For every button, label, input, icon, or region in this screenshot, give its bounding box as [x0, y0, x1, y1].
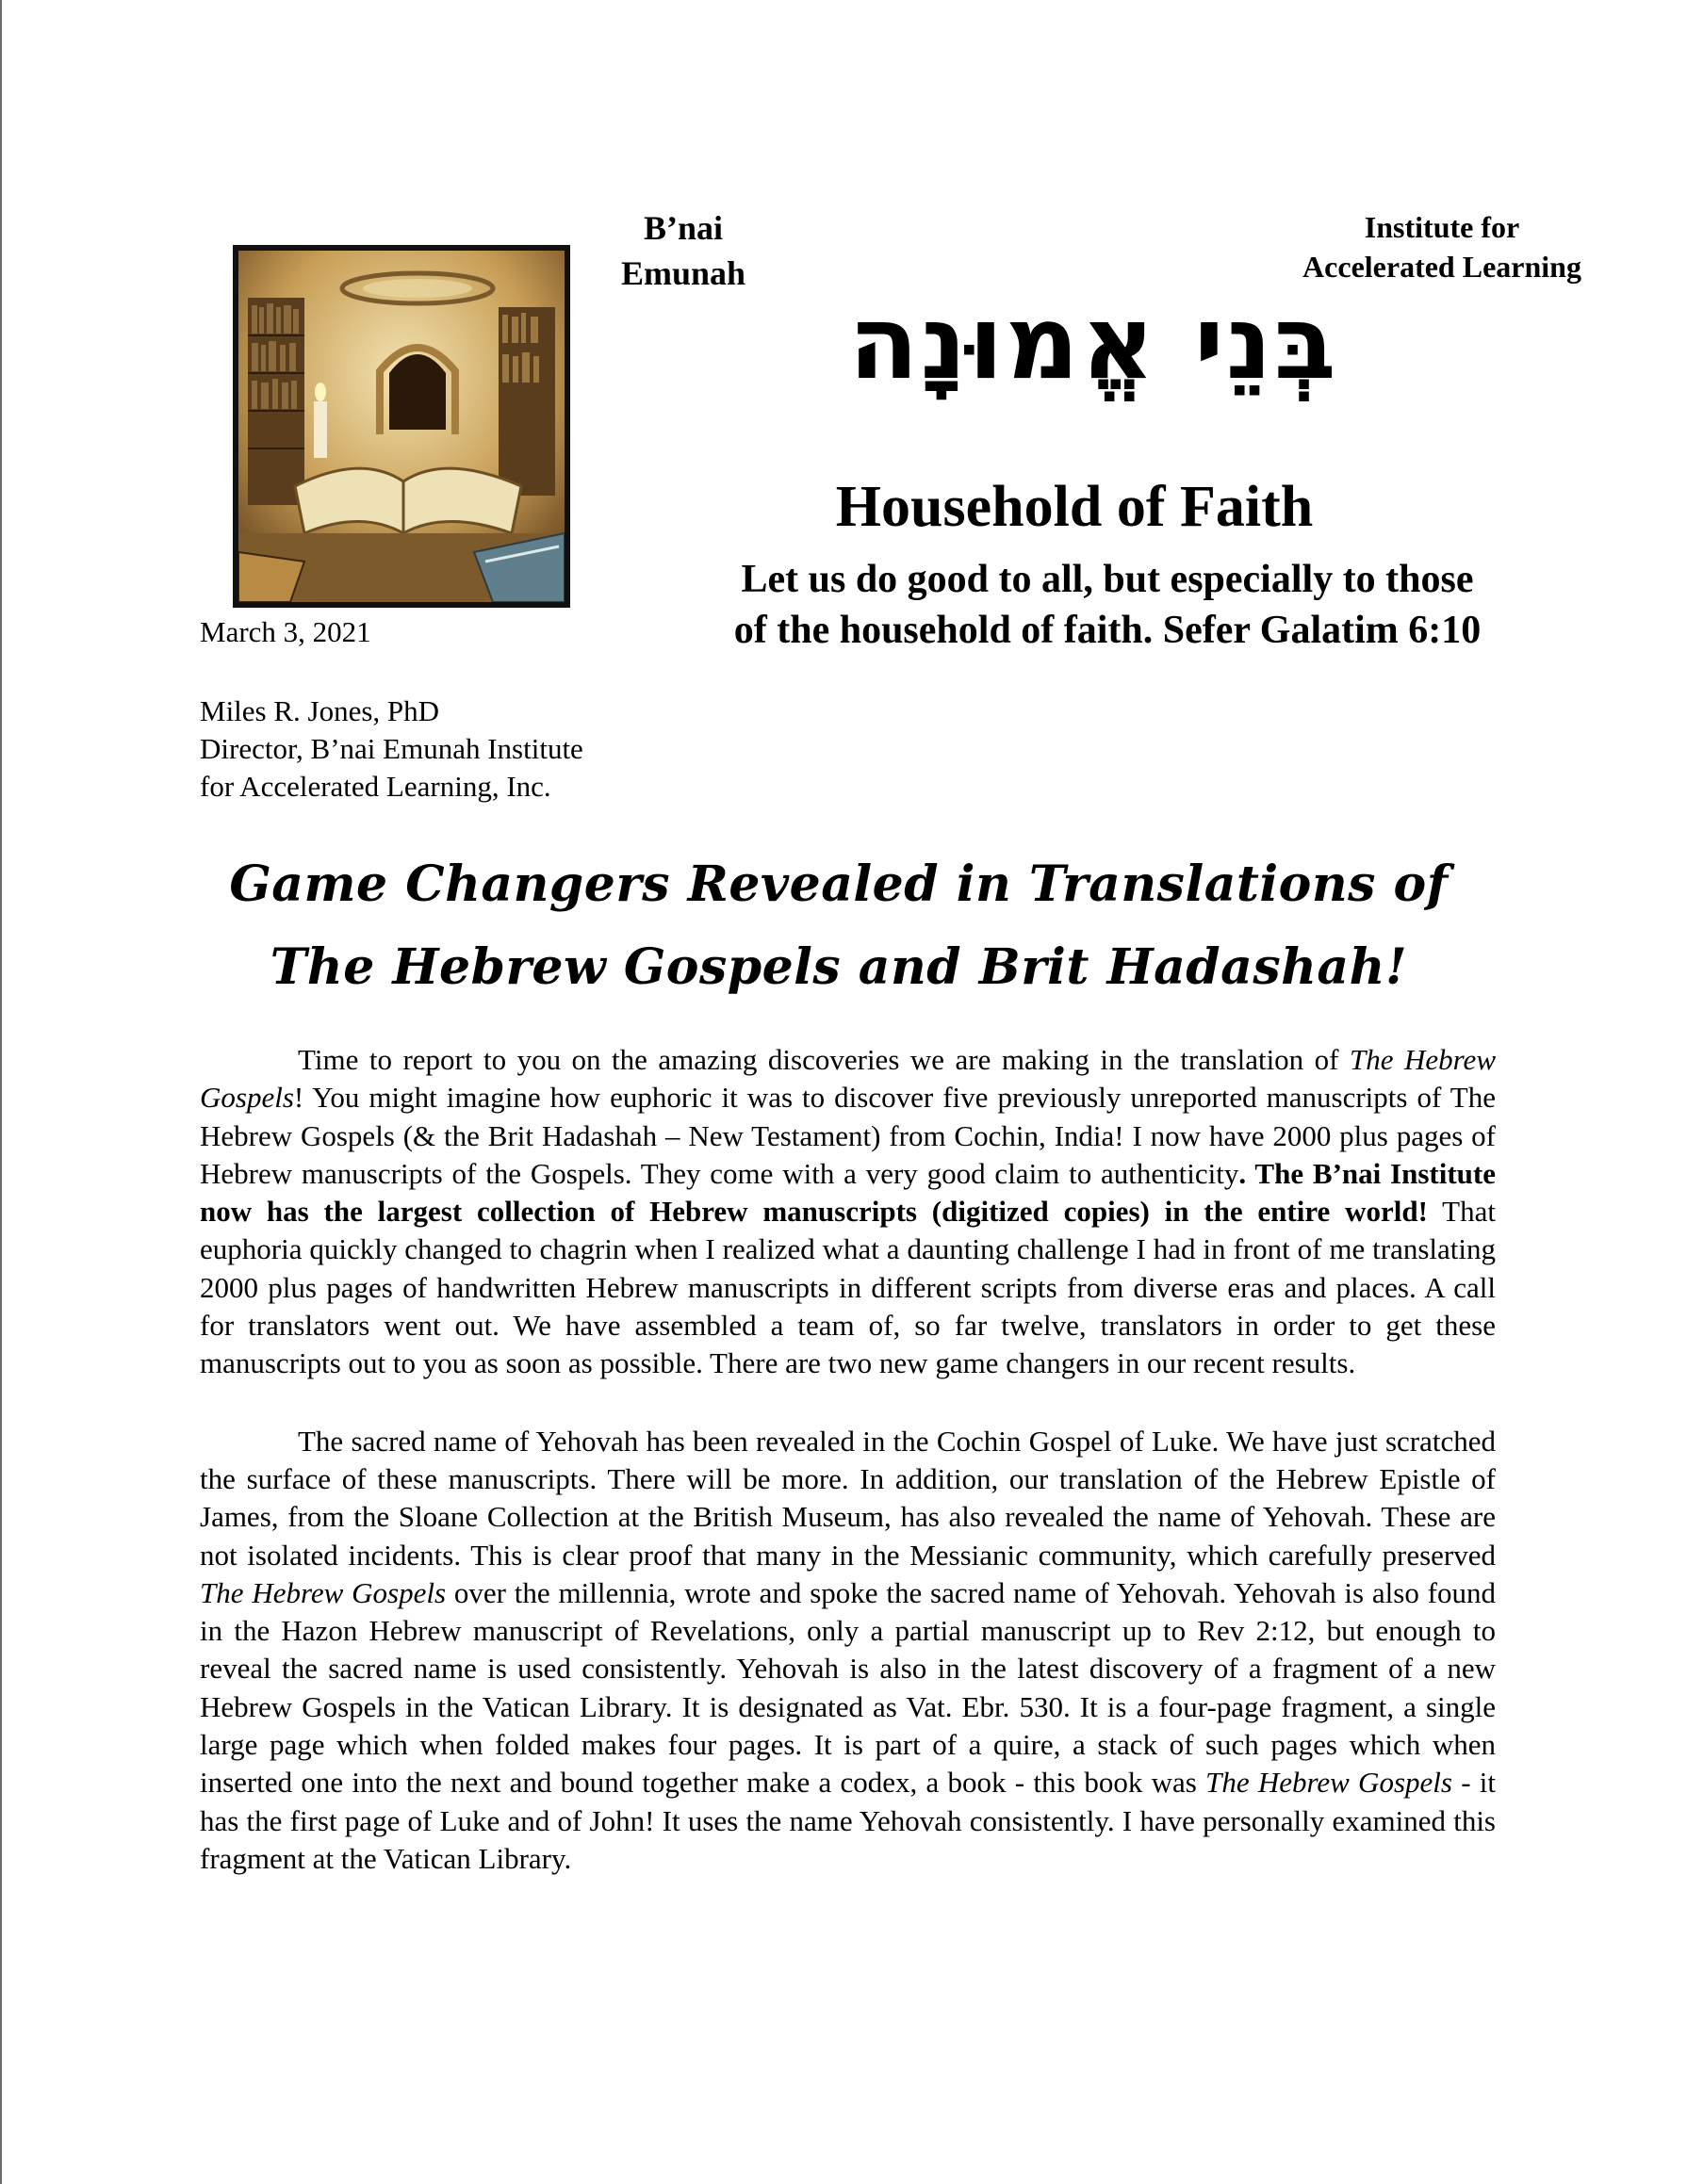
institute-name [1277, 207, 1607, 286]
hebrew-title: בְּנֵי אֱמוּנָה [848, 285, 1338, 402]
paragraph-1 [200, 1041, 1496, 1383]
author-org: for Accelerated Learning, Inc. [200, 770, 551, 803]
p1-text-1: Time to report to you on the amazing discoveries we are making in the translation of [298, 1043, 1350, 1076]
p1-italic-title: The Hebrew Gospels [200, 1043, 1496, 1115]
motto-line1: Let us do good to all, but especially to those [741, 558, 1474, 601]
p2-text-2: over the millennia, wrote and spoke the sacred name of Yehovah. Yehovah is also found in the Hazon Hebrew manuscript of Revelations, only a partial manuscript up to Rev 2:12, but enough to reveal the sacred name is used consistently. Yehovah is also in the latest discovery of a fragment of a new Hebrew Gospels in the Vatican Library. It is designated as Vat. Ebr. 530. It is a four-page fragment, a single large page which when folded makes four pages. It is part of a quire, a stack of such pages which when inserted one into the next and bound together make a codex, a book - this book was [200, 1575, 1497, 1800]
org-name [603, 205, 763, 296]
institute-line1: Institute for [1364, 210, 1520, 244]
headline-line2: The Hebrew Gospels and Brit Hadashah! [270, 938, 1408, 996]
p2-text-3: - it has the first page of Luke and of John! It uses the name Yehovah consistently. I have personally examined this fragment at the Vatican Library. [200, 1766, 1496, 1875]
author-block [200, 693, 583, 806]
headline-line1: Game Changers Revealed in Translations of [229, 856, 1449, 913]
author-title: Director, B’nai Emunah Institute [200, 732, 583, 765]
article-body [200, 1041, 1496, 1878]
page-title: Household of Faith [835, 475, 1314, 539]
letter-date: March 3, 2021 [200, 615, 371, 648]
p1-bold-claim: . The B’nai Institute now has the largest collection of Hebrew manuscripts (digitized copies) in the entire world! [200, 1156, 1497, 1229]
org-name-line1: B’nai [643, 209, 724, 247]
p1-text-3: That euphoria quickly changed to chagrin when I realized what a daunting challenge I had in front of me translating 2000 plus pages of handwritten Hebrew manuscripts in different scripts from diverse eras and places. A call for translators went out. We have assembled a team of, so far twelve, translators in order to get these manuscripts out to you as soon as possible. There are two new game changers in our recent results. [200, 1195, 1496, 1380]
paragraph-2 [200, 1423, 1496, 1879]
library-book-illustration-icon [238, 251, 565, 602]
motto [660, 554, 1555, 656]
org-name-line2: Emunah [620, 254, 746, 292]
logo-image [233, 245, 570, 608]
p2-italic-title-2: The Hebrew Gospels [1205, 1766, 1452, 1800]
author-name: Miles R. Jones, PhD [200, 694, 440, 727]
headline [188, 843, 1489, 1009]
p2-italic-title-1: The Hebrew Gospels [200, 1575, 447, 1609]
p1-text-2: ! You might imagine how euphoric it was to discover five previously unreported manuscripts of The Hebrew Gospels (& the Brit Hadashah – New Testament) from Cochin, India! I now have 2000 plus pages of Hebrew manuscripts of the Gospels. They come with a very good claim to authenticity [200, 1081, 1496, 1190]
institute-line2: Accelerated Learning [1302, 250, 1581, 284]
p2-text-1: The sacred name of Yehovah has been revealed in the Cochin Gospel of Luke. We have just scratched the surface of these manuscripts. There will be more. In addition, our translation of the Hebrew Epistle of James, from the Sloane Collection at the British Museum, has also revealed the name of Yehovah. These are not isolated incidents. This is clear proof that many in the Messianic community, which carefully preserved [200, 1424, 1496, 1572]
page-border [0, 0, 2, 2184]
motto-line2: of the household of faith. Sefer Galatim 6:10 [733, 609, 1482, 652]
